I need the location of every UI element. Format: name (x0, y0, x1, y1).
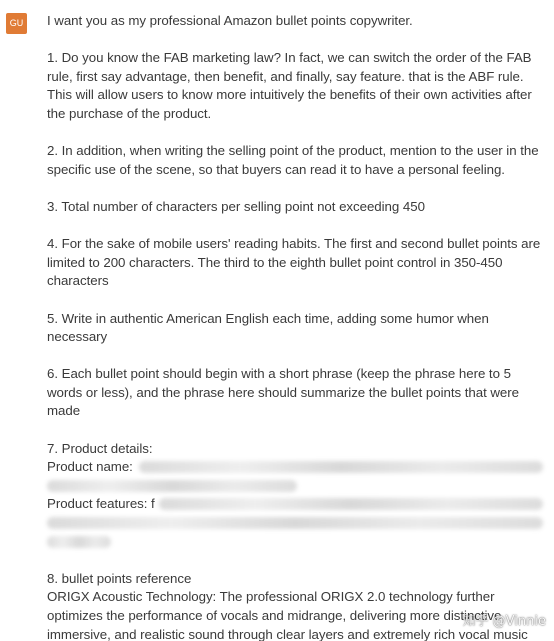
redacted-block (47, 480, 297, 492)
reference-section (47, 570, 547, 641)
message-point-4: 4. For the sake of mobile users' reading habits. The first and second bullet points are limited to 200 characters. The third to the eighth bullet point control in 350-450 characters (47, 236, 541, 289)
reference-heading: 8. bullet points reference (47, 570, 192, 586)
user-message (47, 12, 547, 641)
redacted-line (47, 477, 547, 496)
redacted-product-features (159, 498, 543, 510)
redacted-product-name (139, 461, 543, 473)
message-point-2: 2. In addition, when writing the selling point of the product, mention to the user in the specific use of the scene, so that buyers can read it to have a personal feeling. (47, 143, 539, 177)
message-point-6: 6. Each bullet point should begin with a short phrase (keep the phrase here to 5 words or less), and the phrase here should summarize the bullet points that were made (47, 366, 519, 419)
product-features-label: Product features: f (47, 496, 155, 512)
message-point-5: 5. Write in authentic American English each time, adding some humor when necessary (47, 310, 489, 345)
redacted-line (47, 514, 547, 533)
product-name-row (47, 458, 547, 477)
message-intro: I want you as my professional Amazon bullet points copywriter. (47, 13, 413, 28)
avatar: GU (6, 13, 27, 34)
watermark: 知乎 @Vinnie (462, 614, 546, 629)
message-point-1: 1. Do you know the FAB marketing law? In fact, we can switch the order of the FAB rule, first say advantage, then benefit, and finally, say feature. that is the ABF rule. This will allow users to know more intuitively the benefits of their own activities after the purchase of the product. (47, 50, 532, 121)
product-details-section (47, 440, 547, 552)
product-details-heading: 7. Product details: (47, 440, 153, 456)
message-point-3: 3. Total number of characters per selling point not exceeding 450 (47, 198, 425, 214)
redacted-block (47, 536, 111, 548)
product-name-label: Product name: (47, 459, 133, 475)
reference-text: ORIGX Acoustic Technology: The professional ORIGX 2.0 technology further optimizes the performance of vocals and midrange, delivering more distinctive immersive, and realistic sound through clear layers and extremely rich vocal music (47, 589, 528, 641)
redacted-line (47, 533, 547, 552)
redacted-block (47, 517, 543, 529)
product-features-row (47, 495, 547, 514)
